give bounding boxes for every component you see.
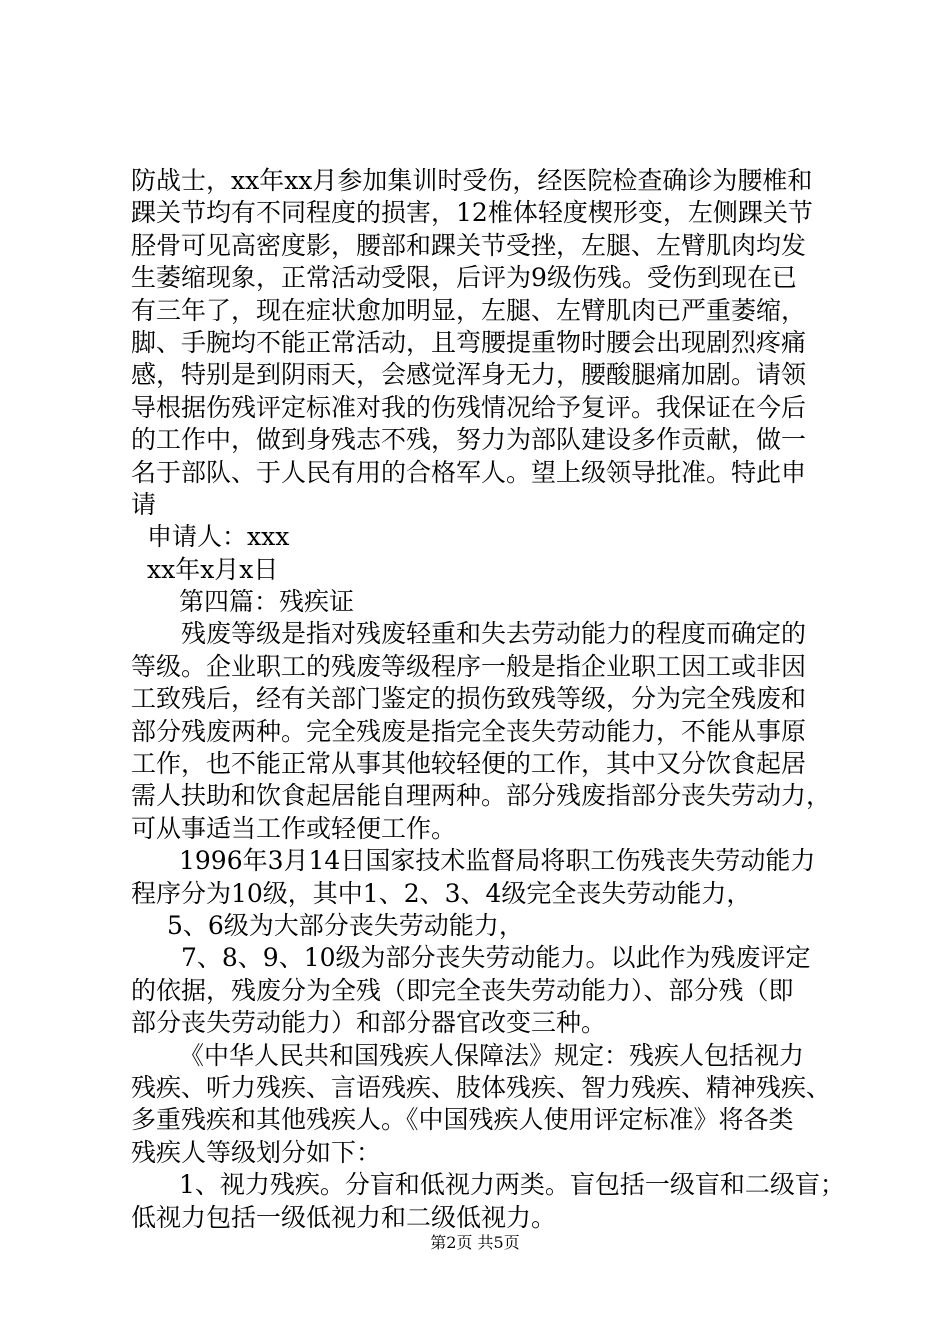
text-line: 1、视力残疾。分盲和低视力两类。盲包括一级盲和二级盲； <box>179 1170 845 1200</box>
text-line: 的工作中，做到身残志不残，努力为部队建设多作贡献，做一 <box>131 425 807 455</box>
text-line: 程序分为10级，其中1、2、3、4级完全丧失劳动能力， <box>131 878 752 908</box>
text-line: 工致残后，经有关部门鉴定的损伤致残等级，分为完全残废和 <box>131 684 807 714</box>
text-line: 等级。企业职工的残废等级程序一般是指企业职工因工或非因 <box>131 651 807 681</box>
text-line: 《中华人民共和国残疾人保障法》规定：残疾人包括视力 <box>179 1040 805 1070</box>
document-body <box>131 165 845 1234</box>
text-line: 残疾、听力残疾、言语残疾、肢体残疾、智力残疾、精神残疾、 <box>131 1072 832 1102</box>
text-line: 需人扶助和饮食起居能自理两种。部分残废指部分丧失劳动力， <box>131 781 832 811</box>
text-line: 5、6级为大部分丧失劳动能力， <box>167 910 524 940</box>
text-line: 残废等级是指对残废轻重和失去劳动能力的程度而确定的 <box>181 619 807 649</box>
text-line: 残疾人等级划分如下： <box>131 1137 382 1167</box>
text-line: 1996年3月14日国家技术监督局将职工伤残丧失劳动能力 <box>179 846 816 876</box>
page-number-footer: 第2页 共5页 <box>430 1233 520 1252</box>
text-line: 有三年了，现在症状愈加明显，左腿、左臂肌肉已严重萎缩， <box>131 295 807 325</box>
text-line: 多重残疾和其他残疾人。《中国残疾人使用评定标准》将各类 <box>131 1105 794 1135</box>
text-line: 胫骨可见高密度影，腰部和踝关节受挫，左腿、左臂肌肉均发 <box>131 230 807 260</box>
applicant-line: 申请人：xxx <box>147 522 290 552</box>
text-line: 生萎缩现象，正常活动受限，后评为9级伤残。受伤到现在已 <box>131 263 797 293</box>
text-line: 导根据伤残评定标准对我的伤残情况给予复评。我保证在今后 <box>131 392 807 422</box>
date-line: xx年x月x日 <box>147 554 279 584</box>
section-heading: 第四篇：残疾证 <box>179 587 355 617</box>
text-line: 请 <box>131 489 157 519</box>
text-line: 脚、手腕均不能正常活动，且弯腰提重物时腰会出现剧烈疼痛 <box>131 327 807 357</box>
text-line: 部分残废两种。完全残废是指完全丧失劳动能力，不能从事原 <box>131 716 807 746</box>
text-line: 的依据，残废分为全残（即完全丧失劳动能力）、部分残（即 <box>131 975 794 1005</box>
text-line: 工作，也不能正常从事其他较轻便的工作，其中又分饮食起居 <box>131 749 807 779</box>
text-line: 名于部队、于人民有用的合格军人。望上级领导批准。特此申 <box>131 457 807 487</box>
text-line: 可从事适当工作或轻便工作。 <box>131 813 457 843</box>
text-line: 防战士，xx年xx月参加集训时受伤，经医院检查确诊为腰椎和 <box>131 166 813 195</box>
text-line: 低视力包括一级低视力和二级低视力。 <box>131 1202 557 1232</box>
text-line: 7、8、9、10级为部分丧失劳动能力。以此作为残废评定 <box>181 943 811 973</box>
text-line: 感，特别是到阴雨天，会感觉浑身无力，腰酸腿痛加剧。请领 <box>131 360 807 390</box>
text-line: 踝关节均有不同程度的损害，12椎体轻度楔形变，左侧踝关节 <box>131 198 813 228</box>
text-line: 部分丧失劳动能力）和部分器官改变三种。 <box>131 1008 607 1038</box>
